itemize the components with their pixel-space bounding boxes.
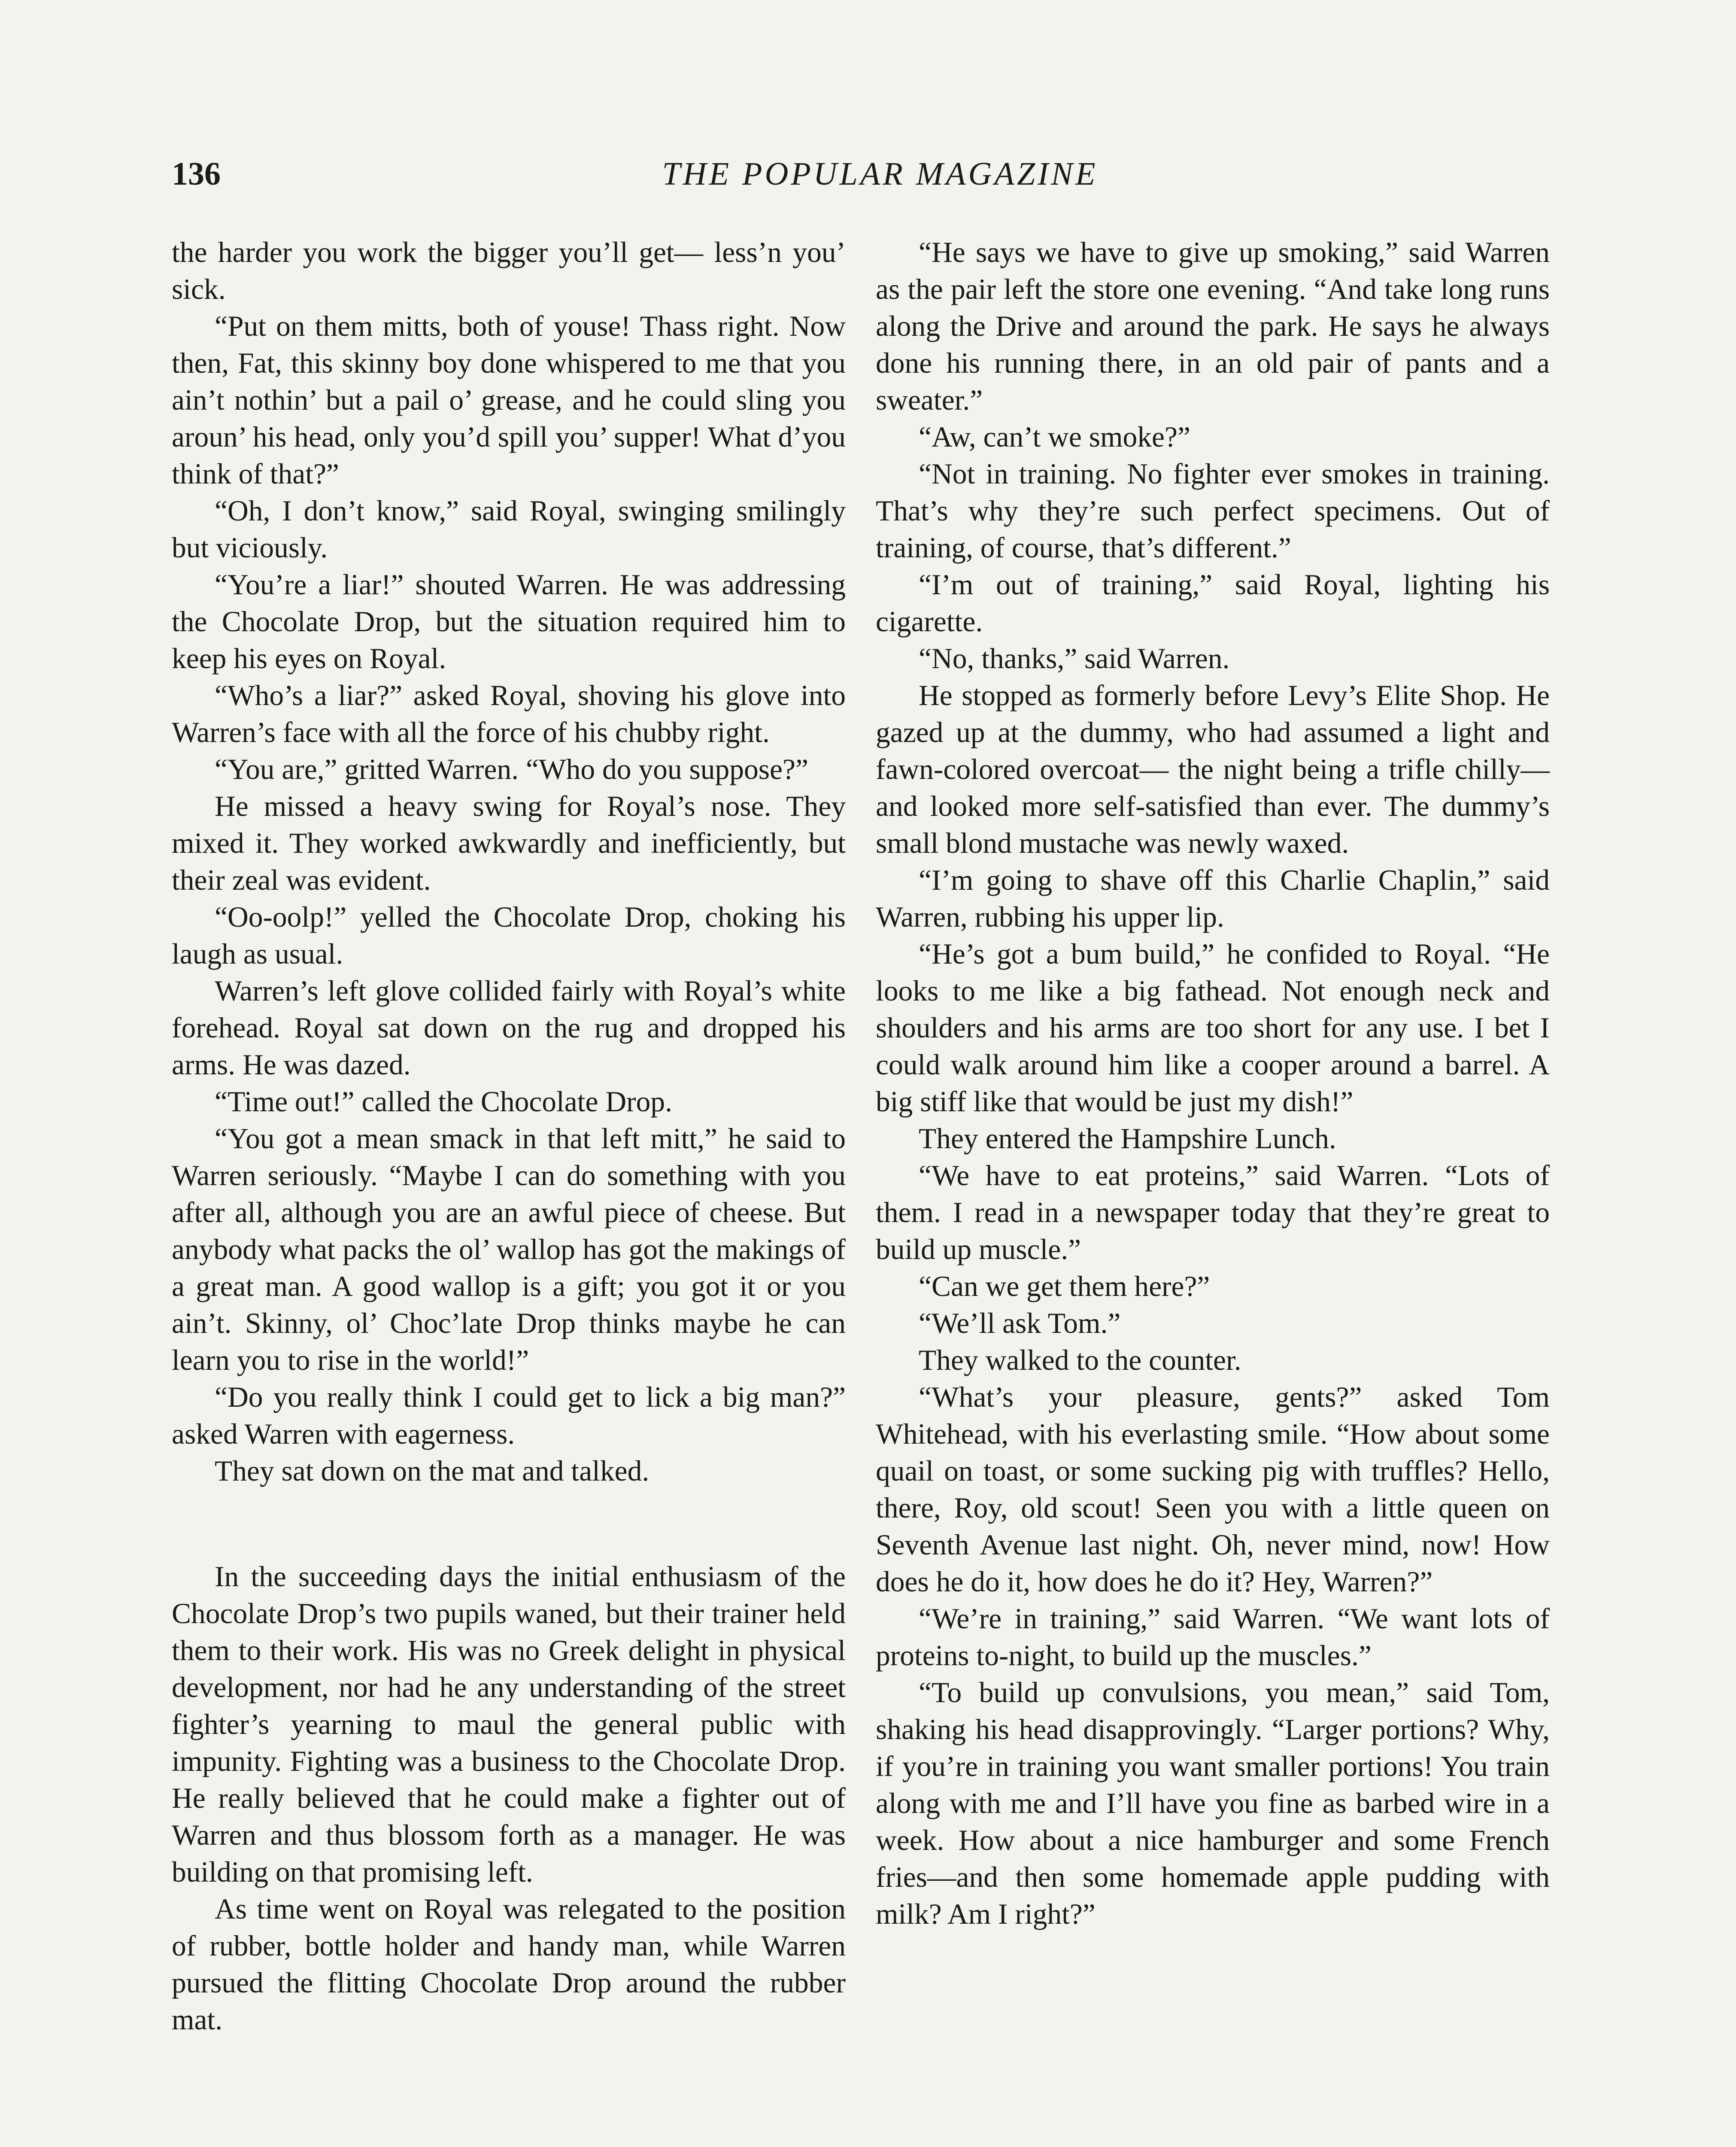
paragraph: the harder you work the bigger you’ll get— less’n you’ sick. <box>172 236 846 305</box>
paragraph: “Do you really think I could get to lick a big man?” asked Warren with eagerness. <box>172 1381 846 1450</box>
paragraph: “We’re in training,” said Warren. “We want lots of proteins to-night, to build up the muscles.” <box>876 1603 1550 1672</box>
page-header <box>172 148 1588 200</box>
paragraph: “Oo-oolp!” yelled the Chocolate Drop, choking his laugh as usual. <box>172 901 846 970</box>
paragraph: He missed a heavy swing for Royal’s nose. They mixed it. They worked awkwardly and inefficiently, but their zeal was evident. <box>172 790 846 896</box>
paragraph: In the succeeding days the initial enthusiasm of the Chocolate Drop’s two pupils waned, but their trainer held them to their work. His was no Greek delight in physical development, nor had he any understanding of the street fighter’s yearning to maul the general public with impunity. Fighting was a business to the Chocolate Drop. He really believed that he could make a fighter out of Warren and thus blossom forth as a manager. He was building on that promising left. <box>172 1560 846 1888</box>
paragraph: They entered the Hampshire Lunch. <box>919 1122 1336 1155</box>
paragraph: “He says we have to give up smoking,” said Warren as the pair left the store one evening. “And take long runs along the Drive and around the park. He says he always done his running there, in an old pair of pants and a sweater.” <box>876 236 1550 416</box>
paragraph: “Not in training. No fighter ever smokes in training. That’s why they’re such perfect specimens. Out of training, of course, that’s different.” <box>876 458 1550 564</box>
paragraph: “You are,” gritted Warren. “Who do you suppose?” <box>215 753 808 785</box>
paragraph: As time went on Royal was relegated to the position of rubber, bottle holder and handy man, while Warren pursued the flitting Chocolate Drop around the rubber mat. <box>172 1893 846 2036</box>
paragraph: “Oh, I don’t know,” said Royal, swinging smilingly but viciously. <box>172 495 846 564</box>
paragraph: “No, thanks,” said Warren. <box>919 642 1230 675</box>
paragraph: “We’ll ask Tom.” <box>919 1307 1121 1339</box>
paragraph: “I’m out of training,” said Royal, lighting his cigarette. <box>876 569 1550 638</box>
paragraph: “Put on them mitts, both of youse! Thass right. Now then, Fat, this skinny boy done whispered to me that you ain’t nothin’ but a pail o’ grease, and he could sling you aroun’ his head, only you’d spill you’ supper! What d’you think of that?” <box>172 310 846 490</box>
paragraph: “Aw, can’t we smoke?” <box>919 421 1190 453</box>
paragraph: “You’re a liar!” shouted Warren. He was addressing the Chocolate Drop, but the situation required him to keep his eyes on Royal. <box>172 569 846 675</box>
right-column <box>876 234 1550 1933</box>
paragraph: “You got a mean smack in that left mitt,” he said to Warren seriously. “Maybe I can do something with you after all, although you are an awful piece of cheese. But anybody what packs the ol’ wallop has got the makings of a great man. A good wallop is a gift; you got it or you ain’t. Skinny, ol’ Choc’late Drop thinks maybe he can learn you to rise in the world!” <box>172 1122 846 1376</box>
paragraph: “To build up convulsions, you mean,” said Tom, shaking his head disapprovingly. “Larger portions? Why, if you’re in training you want smaller portions! You train along with me and I’ll have you fine as barbed wire in a week. How about a nice hamburger and some French fries—and then some homemade apple pudding with milk? Am I right?” <box>876 1676 1550 1930</box>
page-number: 136 <box>172 156 221 192</box>
paragraph: “What’s your pleasure, gents?” asked Tom Whitehead, with his everlasting smile. “How about some quail on toast, or some sucking pig with truffles? Hello, there, Roy, old scout! Seen you with a little queen on Seventh Avenue last night. Oh, never mind, now! How does he do it, how does he do it? Hey, Warren?” <box>876 1381 1550 1598</box>
paragraph: “He’s got a bum build,” he confided to Royal. “He looks to me like a big fathead. Not enough neck and shoulders and his arms are too short for any use. I bet I could walk around him like a cooper around a barrel. A big stiff like that would be just my dish!” <box>876 938 1550 1118</box>
paragraph: They sat down on the mat and talked. <box>215 1455 649 1487</box>
paragraph: “I’m going to shave off this Charlie Chaplin,” said Warren, rubbing his upper lip. <box>876 864 1550 933</box>
paragraph: “Time out!” called the Chocolate Drop. <box>215 1086 672 1118</box>
left-column <box>172 234 846 2038</box>
paragraph: “Who’s a liar?” asked Royal, shoving his glove into Warren’s face with all the force of his chubby right. <box>172 679 846 748</box>
paragraph: “Can we get them here?” <box>919 1270 1210 1302</box>
paragraph: He stopped as formerly before Levy’s Elite Shop. He gazed up at the dummy, who had assumed a light and fawn-colored overcoat— the night being a trifle chilly—and looked more self-satisfied than ever. The dummy’s small blond mustache was newly waxed. <box>876 679 1550 859</box>
paragraph: “We have to eat proteins,” said Warren. “Lots of them. I read in a newspaper today that they’re great to build up muscle.” <box>876 1159 1550 1265</box>
paragraph: They walked to the counter. <box>919 1344 1241 1376</box>
paragraph: Warren’s left glove collided fairly with Royal’s white forehead. Royal sat down on the rug and dropped his arms. He was dazed. <box>172 975 846 1081</box>
running-title: THE POPULAR MAGAZINE <box>662 156 1098 192</box>
